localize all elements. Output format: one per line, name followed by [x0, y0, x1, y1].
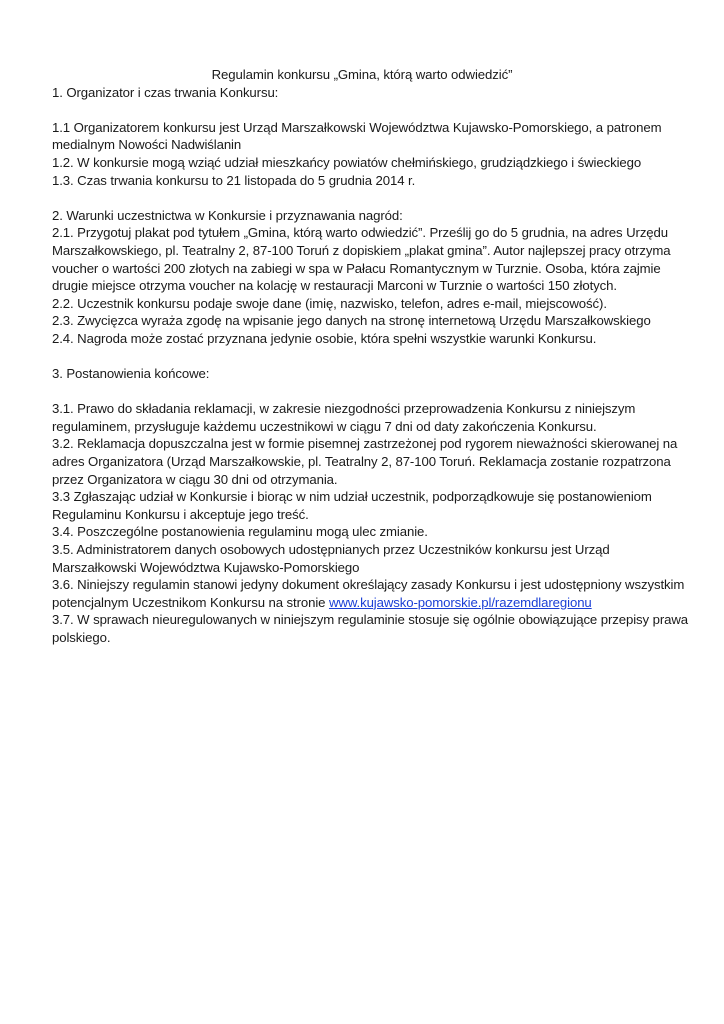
spacer	[52, 189, 692, 207]
paragraph-2-1: 2.1. Przygotuj plakat pod tytułem „Gmina, którą warto odwiedzić”. Prześlij go do 5 grudnia, na adres Urzędu Marszałkowskiego, pl. Teatralny 2, 87-100 Toruń z dopiskiem „plakat gmina”. Autor najlepszej pracy otrzyma voucher o wartości 200 złotych na zabiegi w spa w Pałacu Romantycznym w Turznie. Osoba, która zajmie drugie miejsce otrzyma voucher na kolację w restauracji Marconi w Turznie o wartości 150 złotych.	[52, 225, 671, 294]
paragraph-3-2: 3.2. Reklamacja dopuszczalna jest w formie pisemnej zastrzeżonej pod rygorem nieważności skierowanej na adres Organizatora (Urząd Marszałkowskie, pl. Teatralny 2, 87-100 Toruń. Reklamacja zostanie rozpatrzona przez Organizatora w ciągu 30 dni od otrzymania.	[52, 436, 678, 487]
document-title: Regulamin konkursu „Gmina, którą warto odwiedzić”	[211, 67, 513, 82]
regulations-website-link[interactable]: www.kujawsko-pomorskie.pl/razemdlaregionu	[328, 594, 592, 610]
paragraph-3-4: 3.4. Poszczególne postanowienia regulaminu mogą ulec zmianie.	[52, 524, 428, 540]
paragraph-1-3: 1.3. Czas trwania konkursu to 21 listopada do 5 grudnia 2014 r.	[52, 172, 416, 188]
section-1-heading: 1. Organizator i czas trwania Konkursu:	[52, 84, 279, 100]
paragraph-3-5: 3.5. Administratorem danych osobowych udostępnianych przez Uczestników konkursu jest Urząd Marszałkowski Województwa Kujawsko-Pomorskiego	[52, 542, 610, 575]
spacer	[52, 348, 692, 366]
paragraph-3-1: 3.1. Prawo do składania reklamacji, w zakresie niezgodności przeprowadzenia Konkursu z niniejszym regulaminem, przysługuje każdemu uczestnikowi w ciągu 7 dni od daty zakończenia Konkursu.	[52, 401, 636, 434]
section-3-heading: 3. Postanowienia końcowe:	[52, 366, 210, 382]
paragraph-3-6	[52, 576, 692, 611]
section-2-heading: 2. Warunki uczestnictwa w Konkursie i przyznawania nagród:	[52, 207, 403, 223]
paragraph-2-3: 2.3. Zwycięzca wyraża zgodę na wpisanie jego danych na stronę internetową Urzędu Marszałkowskiego	[52, 313, 651, 329]
paragraph-1-2: 1.2. W konkursie mogą wziąć udział mieszkańcy powiatów chełmińskiego, grudziądzkiego i świeckiego	[52, 154, 642, 170]
paragraph-3-6-text: 3.6. Niniejszy regulamin stanowi jedyny dokument określający zasady Konkursu i jest udostępniony wszystkim potencjalnym Uczestnikom Konkursu na stronie	[52, 577, 685, 610]
spacer	[52, 101, 692, 119]
paragraph-2-2: 2.2. Uczestnik konkursu podaje swoje dane (imię, nazwisko, telefon, adres e-mail, miejscowość).	[52, 295, 607, 311]
paragraph-1-1: 1.1 Organizatorem konkursu jest Urząd Marszałkowski Województwa Kujawsko-Pomorskiego, a patronem medialnym Nowości Nadwiślanin	[52, 119, 662, 153]
document-page	[52, 66, 692, 647]
paragraph-2-4: 2.4. Nagroda może zostać przyznana jedynie osobie, która spełni wszystkie warunki Konkursu.	[52, 330, 597, 346]
paragraph-3-3: 3.3 Zgłaszając udział w Konkursie i biorąc w nim udział uczestnik, podporządkowuje się postanowieniom Regulaminu Konkursu i akceptuje jego treść.	[52, 489, 652, 522]
paragraph-3-7: 3.7. W sprawach nieuregulowanych w niniejszym regulaminie stosuje się ogólnie obowiązujące przepisy prawa polskiego.	[52, 612, 689, 645]
spacer	[52, 383, 692, 401]
